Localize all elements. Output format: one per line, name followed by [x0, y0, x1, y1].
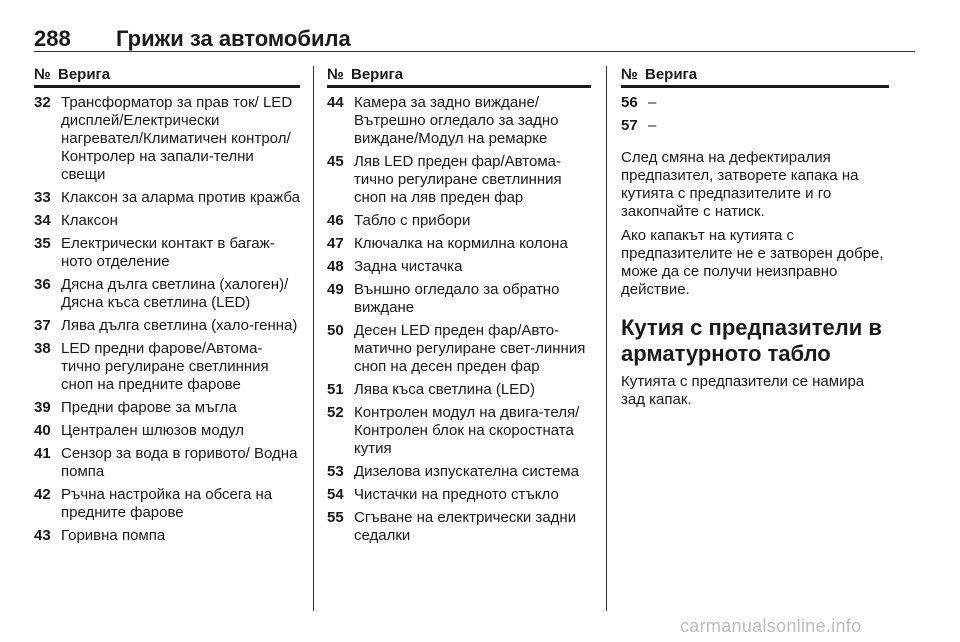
- fuse-number: 57: [621, 117, 638, 134]
- fuse-number: 34: [34, 212, 51, 229]
- circuit-name: Десен LED преден фар/Авто-матично регулиране свет-линния сноп на десен преден фар: [354, 322, 586, 375]
- fuse-number: 44: [327, 94, 344, 111]
- circuit-name: Табло с прибори: [354, 212, 471, 229]
- fuse-number: 47: [327, 235, 344, 252]
- table-row: [34, 486, 300, 522]
- fuse-number: 50: [327, 322, 344, 339]
- page-number: 288: [34, 26, 71, 51]
- circuit-name: Външно огледало за обратно виждане: [354, 281, 560, 316]
- fuse-number: 53: [327, 463, 344, 480]
- table-row: [327, 322, 591, 376]
- table-row: [327, 235, 591, 253]
- table-row: [621, 94, 889, 112]
- table-row: [327, 404, 591, 458]
- circuit-name: –: [648, 117, 657, 134]
- fuse-number: 36: [34, 276, 51, 293]
- table-row: [327, 281, 591, 317]
- fuse-number: 49: [327, 281, 344, 298]
- circuit-name: Контролен модул на двига-теля/Контролен блок на скоростната кутия: [354, 404, 580, 457]
- table-row: [34, 235, 300, 271]
- fuse-number: 41: [34, 445, 51, 462]
- fuse-number: 54: [327, 486, 344, 503]
- table-row: [327, 486, 591, 504]
- fuse-number: 37: [34, 317, 51, 334]
- table-row: [34, 527, 300, 545]
- circuit-name: Централен шлюзов модул: [61, 422, 245, 439]
- fuse-number: 55: [327, 509, 344, 526]
- table-row: [327, 381, 591, 399]
- circuit-name: Задна чистачка: [354, 258, 463, 275]
- fuse-number: 32: [34, 94, 51, 111]
- page-header: [34, 26, 915, 50]
- table-row: [34, 317, 300, 335]
- header-rule: [34, 51, 915, 52]
- fuse-table-column-3: [621, 66, 889, 415]
- page-title: Грижи за автомобила: [116, 26, 351, 51]
- fuse-number: 51: [327, 381, 344, 398]
- table-row: [34, 422, 300, 440]
- circuit-name: Електрически контакт в багаж-ното отделение: [61, 235, 275, 270]
- circuit-name: Ръчна настройка на обсега на предните фарове: [61, 486, 273, 521]
- fuse-number: 48: [327, 258, 344, 275]
- table-row: [327, 94, 591, 148]
- circuit-name: Трансформатор за прав ток/ LED дисплей/Електрически нагревател/Климатичен контрол/Контролер на запали-телни свещи: [61, 94, 293, 183]
- note-paragraph: След смяна на дефектиралия предпазител, затворете капака на кутията с предпазителите и го закопчайте с натиск.: [621, 149, 859, 220]
- fuse-number: 40: [34, 422, 51, 439]
- circuit-name: Клаксон за аларма против кражба: [61, 189, 300, 206]
- fuse-number: 33: [34, 189, 51, 206]
- circuit-name: Лява дълга светлина (хало-генна): [61, 317, 298, 334]
- table-row: [327, 509, 591, 545]
- fuse-number: 45: [327, 153, 344, 170]
- circuit-name: Сензор за вода в горивото/ Водна помпа: [61, 445, 298, 480]
- fuse-number: 35: [34, 235, 51, 252]
- fuse-number: 56: [621, 94, 638, 111]
- column-divider: [606, 66, 607, 611]
- watermark: carmanualsonline.info: [680, 616, 862, 636]
- fuse-table-column-1: [34, 66, 300, 550]
- header-no: №: [621, 66, 638, 83]
- fuse-number: 46: [327, 212, 344, 229]
- header-no: №: [327, 66, 344, 83]
- table-row: [34, 399, 300, 417]
- header-label: Верига: [645, 66, 698, 83]
- table-header: [621, 66, 889, 88]
- circuit-name: Чистачки на предното стъкло: [354, 486, 559, 503]
- fuse-number: 42: [34, 486, 51, 503]
- circuit-name: –: [648, 94, 657, 111]
- table-header: [327, 66, 591, 88]
- table-row: [327, 212, 591, 230]
- section-paragraph: Кутията с предпазители се намира зад капак.: [621, 373, 865, 408]
- fuse-number: 39: [34, 399, 51, 416]
- table-row: [621, 117, 889, 135]
- circuit-name: Лява къса светлина (LED): [354, 381, 536, 398]
- circuit-name: LED предни фарове/Автома-тично регулиране светлинния сноп на предните фарове: [61, 340, 269, 393]
- section-title: Кутия с предпазители в арматурното табло: [621, 315, 882, 366]
- column-divider: [313, 66, 314, 611]
- table-row: [327, 258, 591, 276]
- table-row: [34, 340, 300, 394]
- table-row: [34, 189, 300, 207]
- fuse-number: 52: [327, 404, 344, 421]
- table-row: [327, 463, 591, 481]
- header-label: Верига: [58, 66, 111, 83]
- table-row: [34, 445, 300, 481]
- circuit-name: Предни фарове за мъгла: [61, 399, 237, 416]
- circuit-name: Клаксон: [61, 212, 118, 229]
- circuit-name: Сгъване на електрически задни седалки: [354, 509, 577, 544]
- table-row: [34, 212, 300, 230]
- table-row: [327, 153, 591, 207]
- circuit-name: Ляв LED преден фар/Автома-тично регулиране светлинния сноп на ляв преден фар: [354, 153, 562, 206]
- note-paragraph: Ако капакът на кутията с предпазителите не е затворен добре, може да се получи неизправно действие.: [621, 227, 884, 298]
- header-label: Верига: [351, 66, 404, 83]
- fuse-table-column-2: [327, 66, 591, 550]
- circuit-name: Дизелова изпускателна система: [354, 463, 579, 480]
- circuit-name: Дясна дълга светлина (халоген)/Дясна къса светлина (LED): [61, 276, 289, 311]
- table-row: [34, 94, 300, 184]
- header-no: №: [34, 66, 51, 83]
- fuse-number: 43: [34, 527, 51, 544]
- fuse-number: 38: [34, 340, 51, 357]
- table-header: [34, 66, 300, 88]
- circuit-name: Ключалка на кормилна колона: [354, 235, 568, 252]
- table-row: [34, 276, 300, 312]
- circuit-name: Горивна помпа: [61, 527, 166, 544]
- circuit-name: Камера за задно виждане/ Вътрешно огледало за задно виждане/Модул на ремарке: [354, 94, 559, 147]
